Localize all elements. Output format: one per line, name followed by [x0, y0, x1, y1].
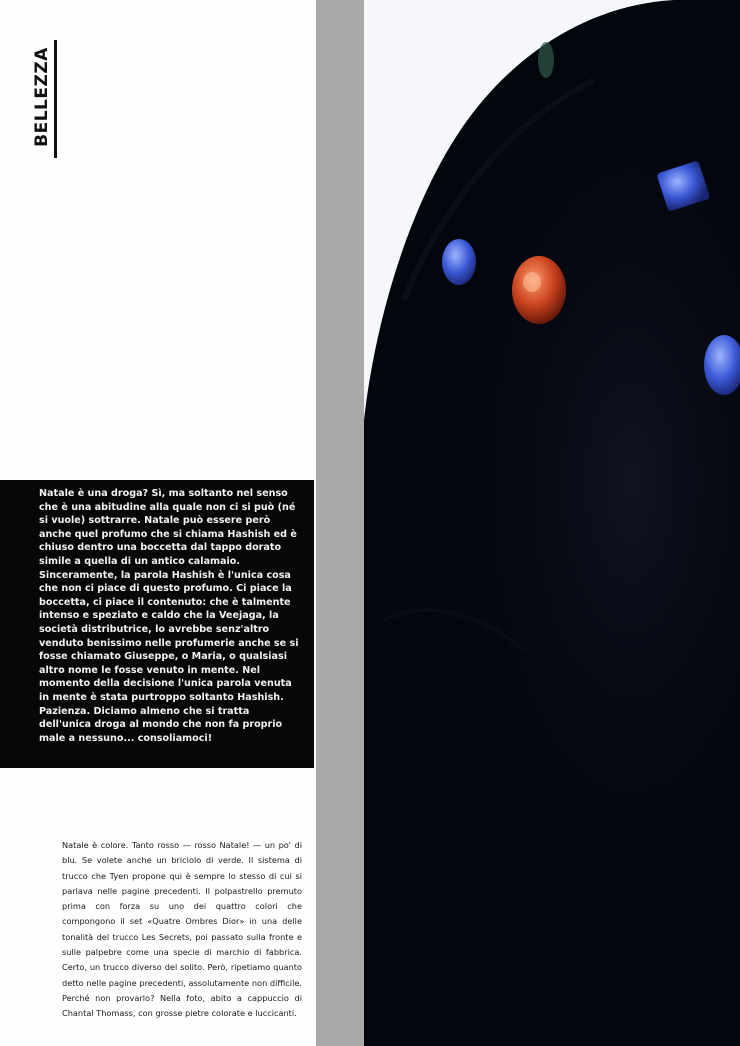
section-label	[30, 40, 57, 158]
highlight-text-box	[0, 480, 314, 768]
boxed-paragraph: Natale è una droga? Sì, ma soltanto nel senso che è una abitudine alla quale non ci si può (né si vuole) sottrarre. Natale può essere però anche quel profumo che si chiama Hashish ed è chiuso dentro una boccetta dal tappo dorato simile a quella di un antico calamaio. Sinceramente, la parola Hashish è l'unica cosa che non ci piace di questo profumo. Ci piace la boccetta, ci piace il contenuto: che è talmente intenso e speziato e caldo che la Veejaga, la società distributrice, lo avrebbe senz'altro venduto benissimo nelle profumerie anche se si fosse chiamato Giuseppe, o Maria, o qualsiasi altro nome le fosse venuto in mente. Nel momento della decisione l'unica parola venuta in mente è stata purtroppo soltanto Hashish. Pazienza. Diciamo almeno che si tratta dell'unica droga al mondo che non fa proprio male a nessuno... consoliamoci!	[39, 488, 299, 744]
hood-illustration	[364, 0, 740, 1046]
blue-stone-left	[442, 239, 476, 285]
left-column	[0, 0, 316, 1046]
section-label-text: BELLEZZA	[32, 47, 52, 147]
gray-divider-strip	[316, 0, 364, 1046]
red-stone	[512, 256, 566, 324]
green-stone	[538, 42, 554, 78]
hood-photo	[364, 0, 740, 1046]
photo-caption-paragraph: Natale è colore. Tanto rosso — rosso Natale! — un po' di blu. Se volete anche un briciolo di verde. Il sistema di trucco che Tyen propone qui è sempre lo stesso di cui si parlava nelle pagine precedenti. Il polpastrello premuto prima con forza su uno dei quattro colori che compongono il set «Quatre Ombres Dior» in una delle tonalità del trucco Les Secrets, poi passato sulla fronte e sulle palpebre come una specie di marchio di fabbrica. Certo, un trucco diverso del solito. Però, ripetiamo quanto detto nelle pagine precedenti, assolutamente non difficile. Perché non provarlo? Nella foto, abito a cappuccio di Chantal Thomass, con grosse pietre colorate e luccicanti.	[62, 840, 302, 1019]
